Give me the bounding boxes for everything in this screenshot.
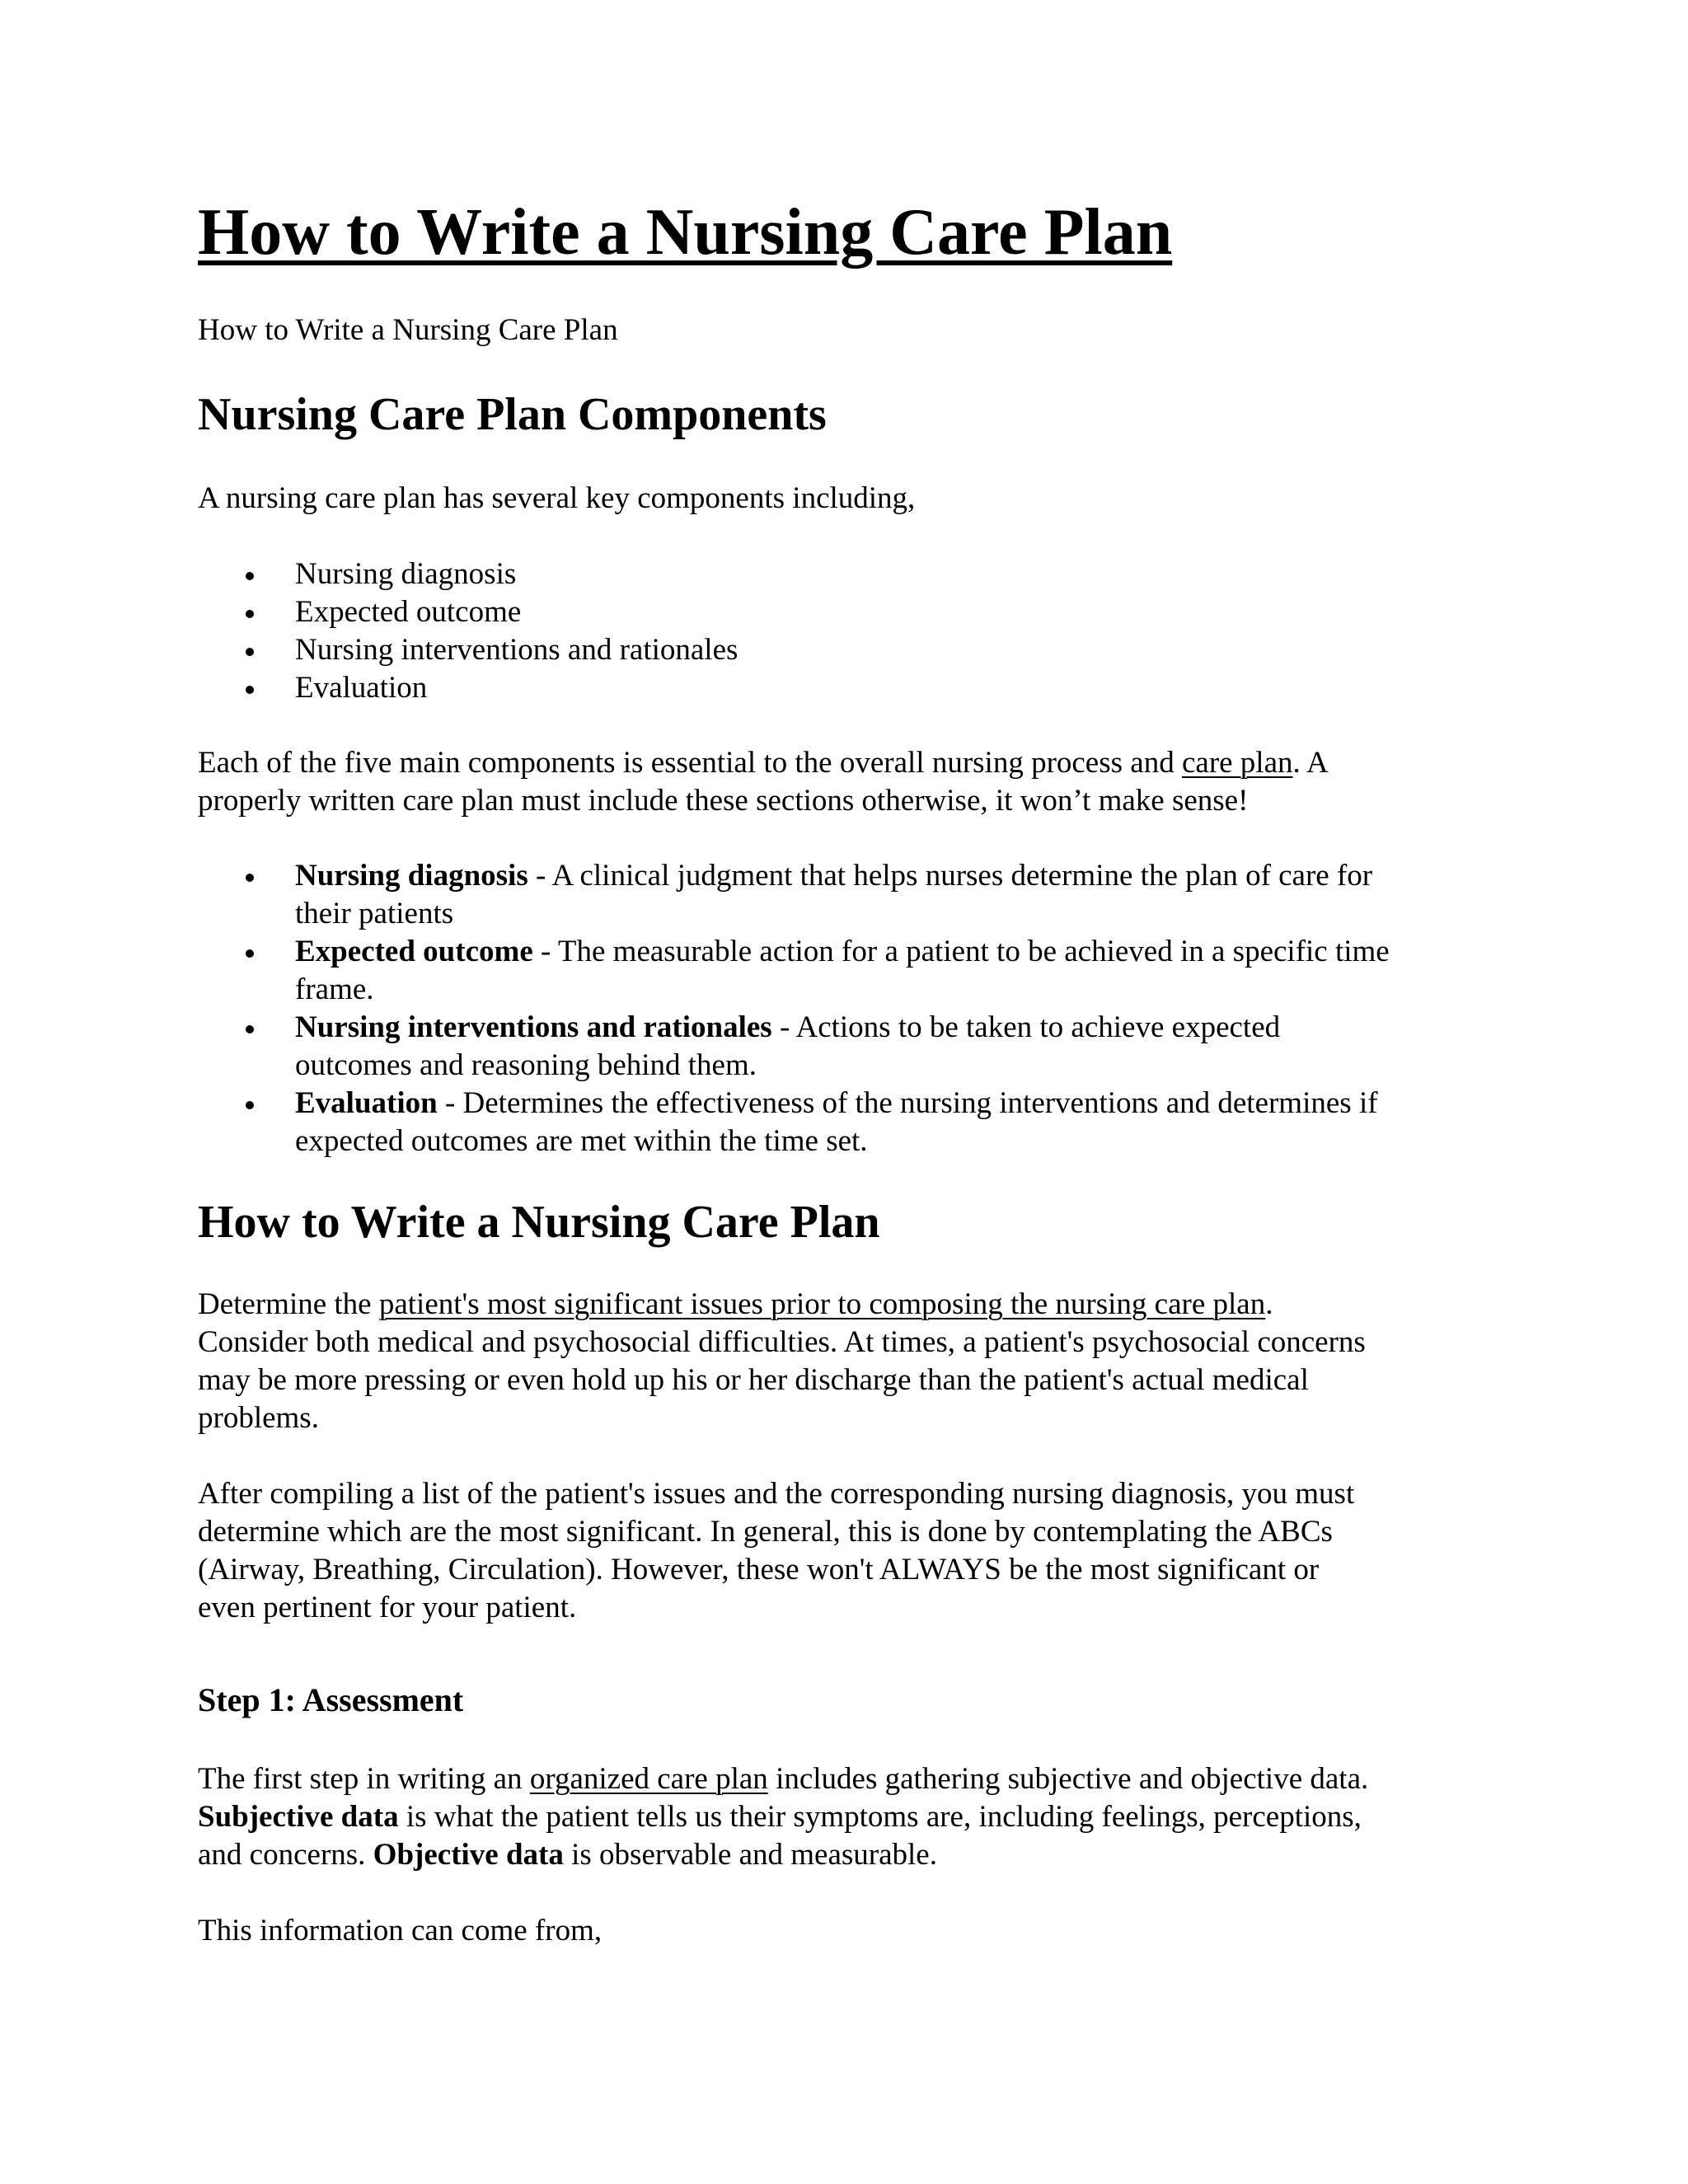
section-heading-how-to-write: How to Write a Nursing Care Plan bbox=[198, 1197, 880, 1248]
components-intro: A nursing care plan has several key components including, bbox=[198, 481, 916, 515]
list-item: Nursing diagnosis - A clinical judgment that helps nurses determine the plan of care for their patients bbox=[198, 857, 1484, 933]
bullet-icon bbox=[246, 1101, 254, 1109]
page-title: How to Write a Nursing Care Plan bbox=[198, 196, 1173, 269]
list-item: Expected outcome - The measurable action for a patient to be achieved in a specific time frame. bbox=[198, 933, 1484, 1009]
section-heading-components: Nursing Care Plan Components bbox=[198, 389, 827, 440]
definition-term: Nursing diagnosis bbox=[295, 859, 528, 893]
definition-term: Expected outcome bbox=[295, 935, 533, 968]
definitions-list bbox=[198, 857, 1484, 1160]
abcs-paragraph: After compiling a list of the patient's issues and the corresponding nursing diagnosis, you must determine which are the most significant. In general, this is done by contemplating the ABCs (Airway, Breathing, Circulation). However, these won't ALWAYS be the most significant or even pertinent for your patient. bbox=[198, 1477, 1355, 1624]
bullet-icon bbox=[246, 949, 254, 958]
significant-issues-link[interactable]: patient's most significant issues prior to composing the nursing care plan bbox=[378, 1287, 1266, 1321]
care-plan-link[interactable]: care plan bbox=[1181, 746, 1293, 780]
definition-term: Nursing interventions and rationales bbox=[295, 1010, 772, 1044]
list-item: Nursing diagnosis bbox=[198, 555, 1484, 593]
list-item: Evaluation bbox=[198, 669, 1484, 707]
definition-term: Evaluation bbox=[295, 1086, 438, 1120]
components-paragraph: Each of the five main components is essential to the overall nursing process and care plan. A properly written care plan must include these sections otherwise, it won’t make sense! bbox=[198, 746, 1329, 818]
significant-issues-paragraph: Determine the patient's most significant issues prior to composing the nursing care plan. Consider both medical and psychosocial difficulties. At times, a patient's psychosocial concerns may be more pressing or even hold up his or her discharge than the patient's actual medical problems. bbox=[198, 1287, 1366, 1435]
bullet-icon bbox=[246, 648, 254, 656]
subjective-data-term: Subjective data bbox=[198, 1800, 399, 1834]
organized-care-plan-link[interactable]: organized care plan bbox=[529, 1762, 768, 1796]
step1-heading: Step 1: Assessment bbox=[198, 1681, 464, 1718]
list-item: Evaluation - Determines the effectiveness of the nursing interventions and determines if expected outcomes are met within the time set. bbox=[198, 1085, 1484, 1160]
bullet-icon bbox=[246, 610, 254, 618]
list-item: Nursing interventions and rationales - Actions to be taken to achieve expected outcomes and reasoning behind them. bbox=[198, 1009, 1484, 1085]
bullet-icon bbox=[246, 874, 254, 882]
objective-data-term: Objective data bbox=[373, 1838, 564, 1872]
bullet-icon bbox=[246, 1025, 254, 1033]
assessment-paragraph: The first step in writing an organized care plan includes gathering subjective and objective data. Subjective data is what the patient tells us their symptoms are, including feelings, perceptions, and concerns. Objective data is observable and measurable. bbox=[198, 1762, 1369, 1872]
list-item: Nursing interventions and rationales bbox=[198, 631, 1484, 669]
bullet-icon bbox=[246, 572, 254, 580]
bullet-icon bbox=[246, 686, 254, 694]
components-list bbox=[198, 555, 1484, 707]
subtitle-text: How to Write a Nursing Care Plan bbox=[198, 313, 618, 347]
list-item: Expected outcome bbox=[198, 593, 1484, 631]
source-intro: This information can come from, bbox=[198, 1914, 603, 1947]
